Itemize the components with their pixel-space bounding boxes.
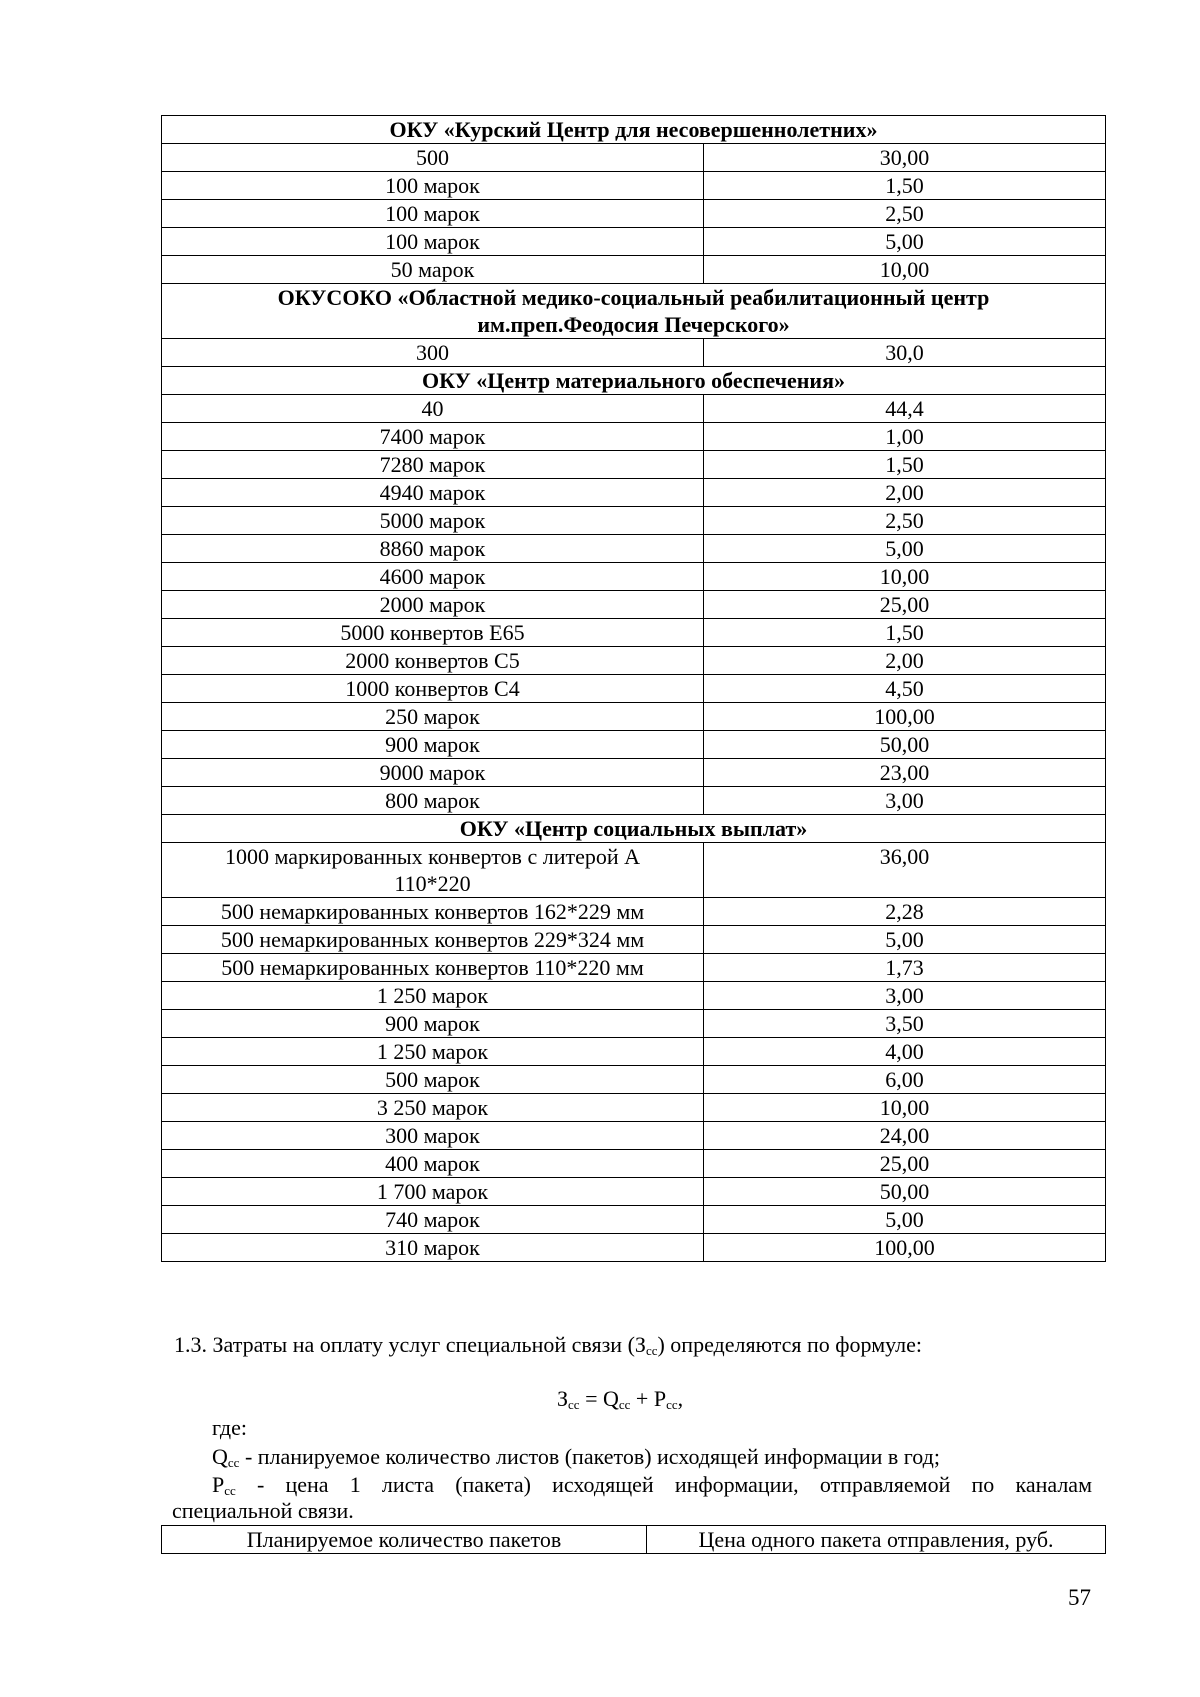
table-row — [162, 535, 1106, 563]
quantity-cell: 4940 марок — [162, 479, 704, 507]
quantity-cell: 5000 конвертов Е65 — [162, 619, 704, 647]
quantity-cell: 250 марок — [162, 703, 704, 731]
table-row — [162, 200, 1106, 228]
where-label: где: — [212, 1415, 247, 1440]
price-cell: 6,00 — [704, 1066, 1106, 1094]
section-title: ОКУ «Центр социальных выплат» — [162, 815, 1106, 843]
table-row — [162, 256, 1106, 284]
section-title: ОКУ «Центр материального обеспечения» — [162, 367, 1106, 395]
quantity-cell: 7400 марок — [162, 423, 704, 451]
table-row — [162, 228, 1106, 256]
section-intro: 1.3. Затраты на оплату услуг специальной связи $(З_{сс})$ определяются по формуле: — [174, 1332, 923, 1358]
quantity-cell: 8860 марок — [162, 535, 704, 563]
table-row — [162, 1066, 1106, 1094]
table-row — [162, 954, 1106, 982]
quantity-cell: 9000 марок — [162, 759, 704, 787]
price-cell: 1,73 — [704, 954, 1106, 982]
table-row — [162, 507, 1106, 535]
price-cell: 24,00 — [704, 1122, 1106, 1150]
q-definition: $Q_{сс}$ - планируемое количество листов (пакетов) исходящей информации в год; — [212, 1444, 940, 1470]
price-cell: 30,0 — [704, 339, 1106, 367]
quantity-cell: 1 250 марок — [162, 1038, 704, 1066]
quantity-cell: 1 700 марок — [162, 1178, 704, 1206]
price-cell: 2,00 — [704, 647, 1106, 675]
table-row — [162, 1094, 1106, 1122]
table-row — [162, 591, 1106, 619]
p-definition-line2: специальной связи. — [172, 1498, 354, 1523]
price-cell: 4,50 — [704, 675, 1106, 703]
price-cell: 2,28 — [704, 898, 1106, 926]
quantity-cell: 310 марок — [162, 1234, 704, 1262]
quantity-cell: 1000 маркированных конвертов с литерой А 110*220 — [162, 843, 704, 898]
price-cell: 5,00 — [704, 228, 1106, 256]
section-header-row — [162, 815, 1106, 843]
packet-table — [161, 1525, 1106, 1554]
price-cell: 25,00 — [704, 1150, 1106, 1178]
table-row — [162, 619, 1106, 647]
price-cell: 5,00 — [704, 535, 1106, 563]
price-cell: 23,00 — [704, 759, 1106, 787]
price-cell: 10,00 — [704, 256, 1106, 284]
table-row — [162, 1234, 1106, 1262]
quantity-cell: 40 — [162, 395, 704, 423]
quantity-cell: 2000 конвертов С5 — [162, 647, 704, 675]
p-definition-line1: $P_{сс}$ - цена 1 листа (пакета) исходящей информации, отправляемой по каналам — [212, 1472, 1092, 1498]
price-cell: 50,00 — [704, 731, 1106, 759]
section-header-row — [162, 284, 1106, 339]
table-row — [162, 1122, 1106, 1150]
table-row — [162, 563, 1106, 591]
table-row — [162, 703, 1106, 731]
table-row — [162, 647, 1106, 675]
price-cell: 1,50 — [704, 619, 1106, 647]
packet-count-header: Планируемое количество пакетов — [162, 1526, 647, 1554]
quantity-cell: 100 марок — [162, 172, 704, 200]
quantity-cell: 7280 марок — [162, 451, 704, 479]
price-cell: 1,50 — [704, 451, 1106, 479]
table-row — [162, 339, 1106, 367]
price-cell: 3,50 — [704, 1010, 1106, 1038]
quantity-cell: 400 марок — [162, 1150, 704, 1178]
price-cell: 44,4 — [704, 395, 1106, 423]
table-row — [162, 759, 1106, 787]
price-cell: 25,00 — [704, 591, 1106, 619]
price-cell: 2,50 — [704, 200, 1106, 228]
quantity-cell: 300 — [162, 339, 704, 367]
price-cell: 100,00 — [704, 1234, 1106, 1262]
price-cell: 10,00 — [704, 1094, 1106, 1122]
price-cell: 2,00 — [704, 479, 1106, 507]
table-row — [162, 926, 1106, 954]
price-cell: 2,50 — [704, 507, 1106, 535]
price-cell: 1,50 — [704, 172, 1106, 200]
price-cell: 3,00 — [704, 787, 1106, 815]
price-cell: 1,00 — [704, 423, 1106, 451]
price-cell: 4,00 — [704, 1038, 1106, 1066]
section-title: ОКУ «Курский Центр для несовершеннолетних» — [162, 116, 1106, 144]
cost-table — [161, 115, 1106, 1262]
table-row — [162, 787, 1106, 815]
price-cell: 10,00 — [704, 563, 1106, 591]
section-header-row — [162, 367, 1106, 395]
quantity-cell: 900 марок — [162, 731, 704, 759]
table-row — [162, 1010, 1106, 1038]
quantity-cell: 50 марок — [162, 256, 704, 284]
quantity-cell: 100 марок — [162, 200, 704, 228]
quantity-cell: 500 немаркированных конвертов 162*229 мм — [162, 898, 704, 926]
quantity-cell: 500 немаркированных конвертов 110*220 мм — [162, 954, 704, 982]
packet-table-header — [162, 1526, 1106, 1554]
price-cell: 100,00 — [704, 703, 1106, 731]
quantity-cell: 900 марок — [162, 1010, 704, 1038]
packet-price-header: Цена одного пакета отправления, руб. — [647, 1526, 1106, 1554]
quantity-cell: 100 марок — [162, 228, 704, 256]
table-row — [162, 1178, 1106, 1206]
price-cell: 30,00 — [704, 144, 1106, 172]
table-row — [162, 423, 1106, 451]
table-row — [162, 395, 1106, 423]
table-row — [162, 898, 1106, 926]
price-cell: 50,00 — [704, 1178, 1106, 1206]
quantity-cell: 3 250 марок — [162, 1094, 704, 1122]
table-row — [162, 1150, 1106, 1178]
section-header-row — [162, 116, 1106, 144]
quantity-cell: 740 марок — [162, 1206, 704, 1234]
price-cell: 36,00 — [704, 843, 1106, 898]
page-number: 57 — [1068, 1585, 1091, 1610]
formula: $З_{сс} = Q_{сс} + P_{сс}$, — [557, 1386, 684, 1412]
table-row — [162, 144, 1106, 172]
table-row — [162, 1038, 1106, 1066]
quantity-cell: 4600 марок — [162, 563, 704, 591]
quantity-cell: 5000 марок — [162, 507, 704, 535]
price-cell: 5,00 — [704, 926, 1106, 954]
price-cell: 5,00 — [704, 1206, 1106, 1234]
table-row — [162, 982, 1106, 1010]
section-title: ОКУСОКО «Областной медико-социальный реабилитационный центр им.преп.Феодосия Печерского» — [162, 284, 1106, 339]
quantity-cell: 300 марок — [162, 1122, 704, 1150]
table-row — [162, 172, 1106, 200]
quantity-cell: 2000 марок — [162, 591, 704, 619]
quantity-cell: 500 немаркированных конвертов 229*324 мм — [162, 926, 704, 954]
quantity-cell: 1000 конвертов С4 — [162, 675, 704, 703]
quantity-cell: 500 марок — [162, 1066, 704, 1094]
quantity-cell: 800 марок — [162, 787, 704, 815]
table-row — [162, 843, 1106, 898]
table-row — [162, 479, 1106, 507]
table-row — [162, 451, 1106, 479]
quantity-cell: 500 — [162, 144, 704, 172]
quantity-cell: 1 250 марок — [162, 982, 704, 1010]
table-row — [162, 1206, 1106, 1234]
table-row — [162, 675, 1106, 703]
table-row — [162, 731, 1106, 759]
price-cell: 3,00 — [704, 982, 1106, 1010]
